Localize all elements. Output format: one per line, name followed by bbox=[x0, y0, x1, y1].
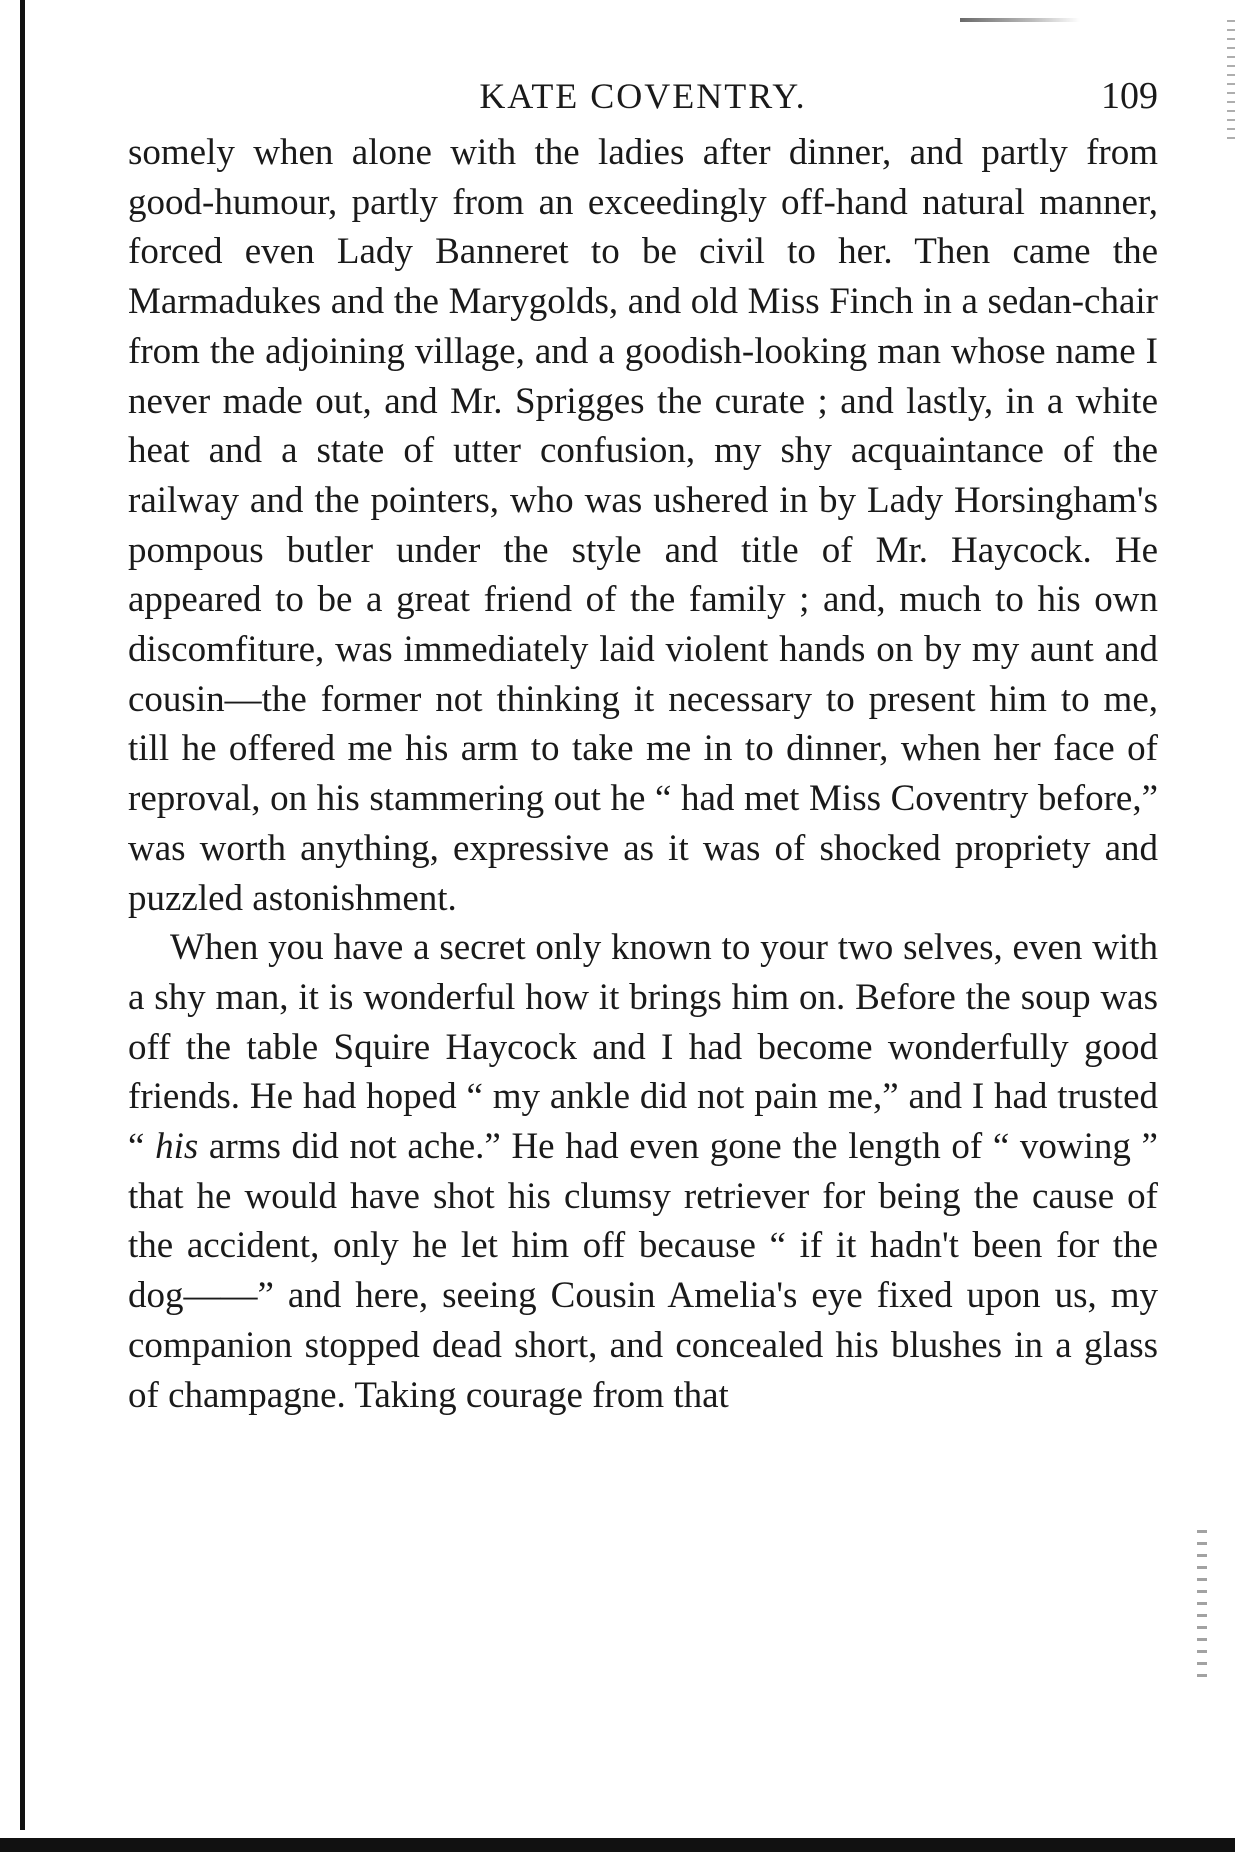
scan-speckle-top bbox=[960, 18, 1080, 22]
body-text bbox=[128, 128, 1158, 1420]
page-number: 109 bbox=[1101, 75, 1158, 117]
page-header bbox=[128, 68, 1158, 124]
scan-speckle-margin bbox=[1197, 1530, 1207, 1680]
running-head: KATE COVENTRY. bbox=[479, 76, 807, 116]
scan-speckle-right bbox=[1227, 20, 1235, 140]
page-bottom-edge-shadow bbox=[0, 1838, 1235, 1852]
paragraph-2-italic-word: his bbox=[155, 1126, 199, 1168]
paragraph-2 bbox=[128, 923, 1158, 1420]
paragraph-1: somely when alone with the ladies after dinner, and partly from good-humour, partly from an exceedingly off-hand natural manner, forced even Lady Banneret to be civil to her. Then came the Marmadukes and the Marygolds, and old Miss Finch in a sedan-chair from the adjoining village, and a goodish-looking man whose name I never made out, and Mr. Sprigges the curate ; and lastly, in a white heat and a state of utter confusion, my shy acquaintance of the railway and the pointers, who was ushered in by Lady Horsingham's pompous butler under the style and title of Mr. Haycock. He appeared to be a great friend of the family ; and, much to his own discomfiture, was immediately laid violent hands on by my aunt and cousin—the former not thinking it necessary to present him to me, till he offered me his arm to take me in to dinner, when her face of reproval, on his stammering out he “ had met Miss Coventry before,” was worth anything, expressive as it was of shocked propriety and puzzled astonishment. bbox=[128, 132, 1158, 919]
page-left-edge-shadow bbox=[20, 0, 25, 1830]
paragraph-2-text-start: When you have a secret only known to your two selves, even with a shy man, it is wonderful how it brings him on. Before the soup was off the table Squire Haycock and I had become wonderfully good friends. He had hoped “ my ankle did not pain me,” and I had trusted “ bbox=[128, 927, 1158, 1168]
paragraph-2-text-end: arms did not ache.” He had even gone the length of “ vowing ” that he would have shot his clumsy retriever for being the cause of the accident, only he let him off because “ if it hadn't been for the dog——” and here, seeing Cousin Amelia's eye fixed upon us, my companion stopped dead short, and concealed his blushes in a glass of champagne. Taking courage from that bbox=[128, 1126, 1158, 1416]
